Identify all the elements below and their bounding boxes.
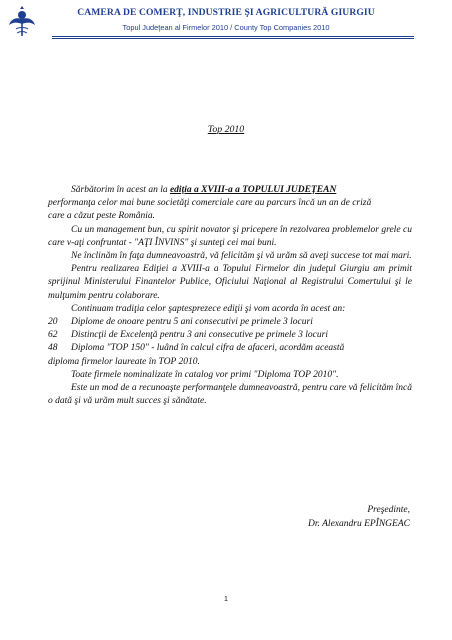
document-title: Top 2010 (207, 124, 245, 135)
letter-body (48, 184, 412, 408)
signatory-role: Preşedinte, (367, 505, 410, 515)
award-text: Distincţii de Excelenţă pentru 3 ani consecutive pe primele 3 locuri (71, 330, 328, 341)
paragraph-5: Continuam tradiţia celor şaptesprezece ediţii şi vom acorda în acest an: (71, 303, 346, 314)
award-count: 48 (48, 343, 58, 354)
paragraph-1-line-3: care a căzut peste România. (48, 211, 156, 222)
award-count: 20 (48, 317, 58, 328)
award-text: Diploma "TOP 150" - luând în calcul cifra de afaceri, acordăm această (71, 343, 345, 354)
paragraph-2: Cu un management bun, cu spirit novator şi pricepere în rezolvarea problemelor grele cu care v-aţi confruntat - "AŢI ÎNVINS" şi sunteţi cei mai buni. (48, 224, 412, 248)
paragraph-6: Toate firmele nominalizate în catalog vor primi "Diploma TOP 2010". (71, 369, 339, 380)
paragraph-4: Pentru realizarea Ediţiei a XVIII-a a Topului Firmelor din judeţul Giurgiu am primit sprijinul Ministerului Finantelor Publice, Oficiului Naţional al Registrului Comertului şi le mulţumim pentru colaborare. (48, 264, 412, 301)
award-row (48, 329, 412, 342)
letterhead-subtitle: Topul Judeţean al Firmelor 2010 / County Top Companies 2010 (122, 23, 330, 32)
letterhead (0, 0, 452, 52)
award-row (48, 342, 412, 355)
award-3-continuation: diploma firmelor laureate în TOP 2010. (48, 356, 200, 367)
page-number: 1 (224, 596, 228, 603)
signature-block (308, 503, 410, 531)
award-text: Diplome de onoare pentru 5 ani consecutivi pe primele 3 locuri (71, 317, 313, 328)
paragraph-1-line-2: performanţa celor mai bune societăţi comerciale care au parcurs încă un an de criză (48, 198, 372, 209)
paragraph-3: Ne înclinăm în faţa dumneavoastră, vă felicităm şi vă urăm să aveţi succese tot mai mari. (71, 251, 412, 262)
paragraph-1-line-1 (48, 184, 412, 197)
award-row (48, 316, 412, 329)
header-rule (52, 36, 414, 37)
header-rule-thin (52, 38, 414, 39)
signatory-name: Dr. Alexandru EPÎNGEAC (308, 519, 410, 529)
paragraph-7: Este un mod de a recunoaşte performanţele dumneavoastră, pentru care vă felicităm încă o dată şi vă urăm mult succes şi sănătate. (48, 383, 412, 407)
paragraph-1-lead: Sărbătorim în acest an la (71, 185, 170, 195)
award-count: 62 (48, 330, 58, 341)
organization-name: CAMERA DE COMERŢ, INDUSTRIE ŞI AGRICULTURĂ GIURGIU (77, 7, 375, 18)
edition-highlight: ediţia a XVIII-a a TOPULUI JUDEŢEAN (169, 185, 337, 195)
